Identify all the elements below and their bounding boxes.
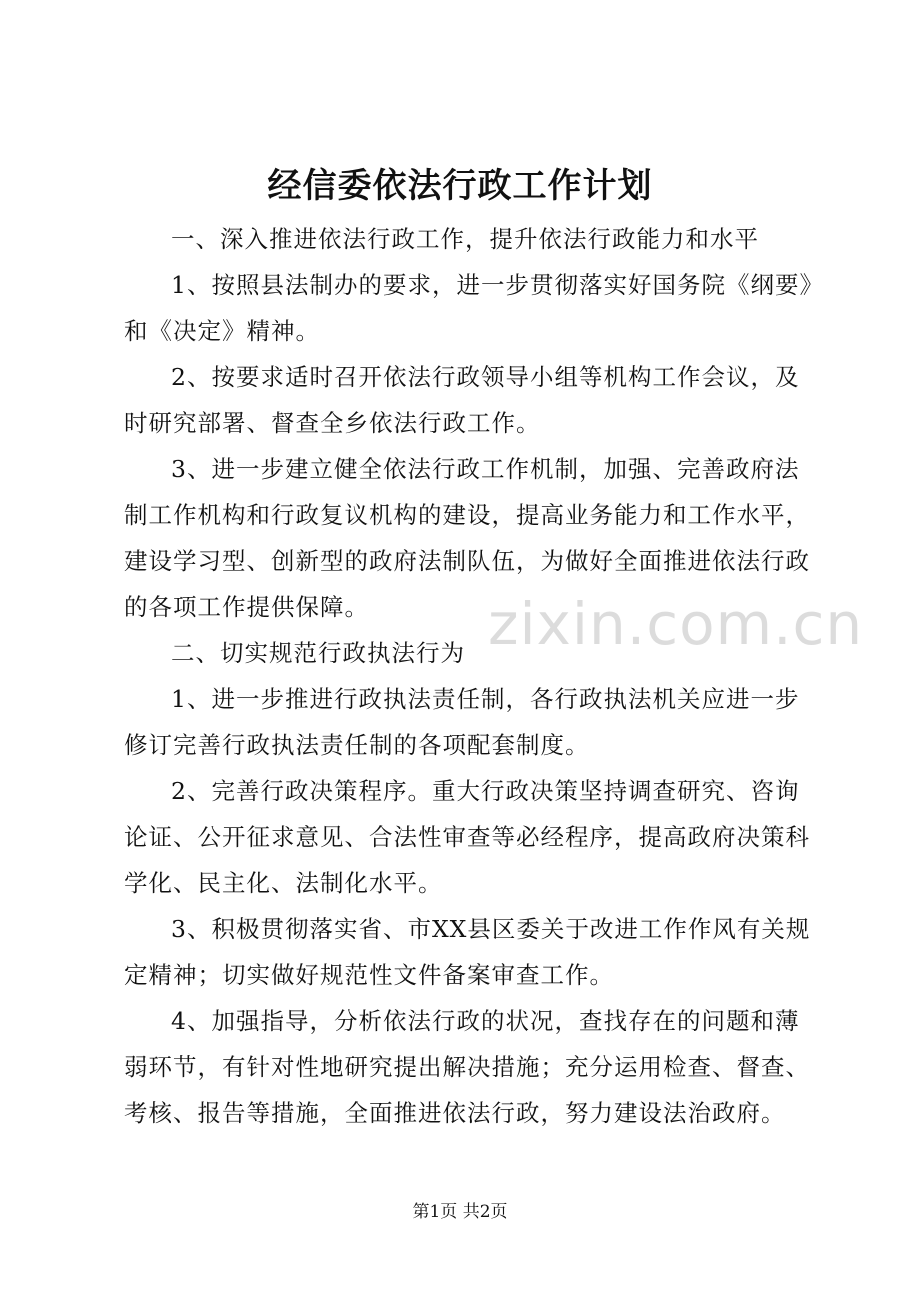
paragraph-2-3: 3、积极贯彻落实省、市XX县区委关于改进工作作风有关规定精神；切实做好规范性文件备案审查工作。 <box>124 915 811 989</box>
paragraph-1-1: 1、按照县法制办的要求，进一步贯彻落实好国务院《纲要》和《决定》精神。 <box>124 271 813 345</box>
document-title: 经信委依法行政工作计划 <box>267 166 653 206</box>
paragraph-1-2: 2、按要求适时召开依法行政领导小组等机构工作会议，及时研究部署、督查全乡依法行政工作。 <box>124 363 800 437</box>
section-heading-1: 一、深入推进依法行政工作，提升依法行政能力和水平 <box>171 225 759 253</box>
watermark: zixin.com.cn <box>488 590 864 658</box>
paragraph-2-2: 2、完善行政决策程序。重大行政决策坚持调查研究、咨询论证、公开征求意见、合法性审查等必经程序，提高政府决策科学化、民主化、法制化水平。 <box>124 777 810 897</box>
section-heading-2: 二、切实规范行政执法行为 <box>171 639 465 667</box>
paragraph-2-4: 4、加强指导，分析依法行政的状况，查找存在的问题和薄弱环节，有针对性地研究提出解决措施；充分运用检查、督查、考核、报告等措施，全面推进依法行政，努力建设法治政府。 <box>124 1007 810 1127</box>
page-footer: 第1页 共2页 <box>412 1202 508 1222</box>
paragraph-2-1: 1、进一步推进行政执法责任制，各行政执法机关应进一步修订完善行政执法责任制的各项配套制度。 <box>124 685 800 759</box>
paragraph-1-3: 3、进一步建立健全依法行政工作机制，加强、完善政府法制工作机构和行政复议机构的建设，提高业务能力和工作水平，建设学习型、创新型的政府法制队伍，为做好全面推进依法行政的各项工作提供保障。 <box>124 455 810 621</box>
document-body <box>124 216 816 1136</box>
